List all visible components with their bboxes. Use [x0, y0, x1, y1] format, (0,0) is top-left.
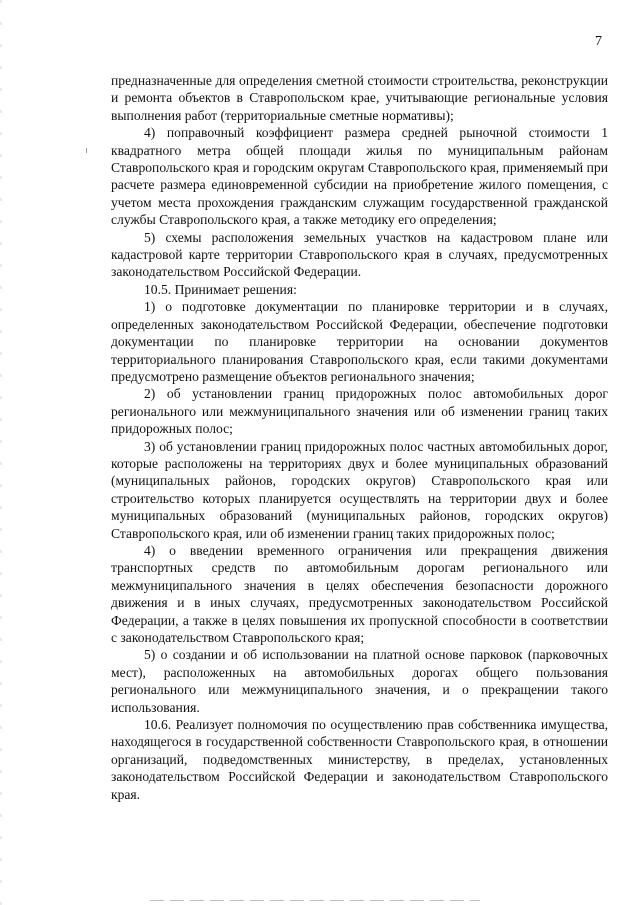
paragraph-decision-1: 1) о подготовке документации по планировке территории и в случаях, определенных законодательством Российской Федерации, обеспечение подготовки документации по планировке территории на основании документов территориального планирования Ставропольского края, если такими документами предусмотрено размещение объектов регионального значения;	[111, 299, 608, 384]
paragraph-decision-3: 3) об установлении границ придорожных полос частных автомобильных дорог, которые расположены на территориях двух и более муниципальных образований (муниципальных районов, городских округов) Ставропольского края или строительство которых планируется осуществлять на территории двух и более муниципальных образований (муниципальных районов, городских округов) Ставропольского края, или об изменении границ таких придорожных полос;	[111, 438, 608, 541]
paragraph-item-4: 4) поправочный коэффициент размера средней рыночной стоимости 1 квадратного метра общей площади жилья по муниципальным районам Ставропольского края и городским округам Ставропольского края, применяемый при расчете размера единовременной субсидии на приобретение жилого помещения, с учетом места прохождения гражданским служащим государственной гражданской службы Ставропольского края, а также методику его определения;	[111, 125, 608, 228]
paragraph-decision-5: 5) о создании и об использовании на платной основе парковок (парковочных мест), расположенных на автомобильных дорогах общего пользования регионального или межмуниципального значения, и о прекращении такого использования.	[111, 647, 608, 715]
paragraph-decision-4: 4) о введении временного ограничения или прекращения движения транспортных средств по автомобильным дорогам регионального или межмуниципального значения в целях обеспечения безопасности дорожного движения и в иных случаях, предусмотренных законодательством Российской Федерации, а также в целях повышения их пропускной способности в соответствии с законодательством Ставропольского края;	[111, 542, 608, 645]
section-heading-10-5: 10.5. Принимает решения:	[144, 281, 297, 297]
paragraph-decision-2: 2) об установлении границ придорожных полос автомобильных дорог регионального или межмуниципального значения или об изменении границ таких придорожных полос;	[111, 386, 608, 437]
scan-edge-artifact	[0, 0, 2, 905]
scan-mark-artifact	[86, 148, 87, 153]
scan-bottom-artifact	[150, 900, 480, 901]
document-body	[111, 72, 608, 803]
section-10-6: 10.6. Реализует полномочия по осуществлению прав собственника имущества, находящегося в государственной собственности Ставропольского края, в отношении организаций, подведомственных министерству, в пределах, установленных законодательством Российской Федерации и законодательством Ставропольского края.	[111, 717, 608, 802]
paragraph-continuation: предназначенные для определения сметной стоимости строительства, реконструкции и ремонта объектов в Ставропольском крае, учитывающие региональные условия выполнения работ (территориальные сметные нормативы);	[111, 73, 608, 123]
page-number: 7	[595, 34, 602, 49]
paragraph-item-5: 5) схемы расположения земельных участков на кадастровом плане или кадастровой карте территории Ставропольского края в случаях, предусмотренных законодательством Российской Федерации.	[111, 229, 608, 280]
